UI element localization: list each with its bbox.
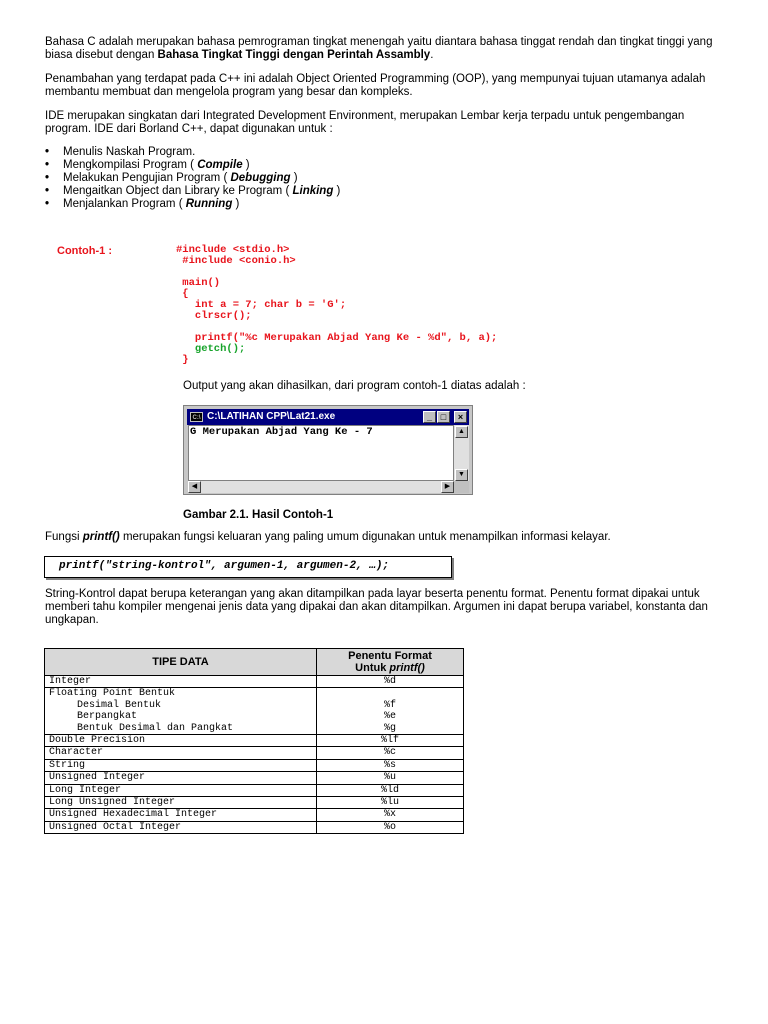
table-row: Long Integer %ld: [45, 784, 464, 796]
header-tipe-data: TIPE DATA: [45, 649, 317, 676]
intro-bold-term: Bahasa Tingkat Tinggi dengan Perintah Assambly: [157, 49, 431, 61]
intro-paragraph-2: Penambahan yang terdapat pada C++ ini adalah Object Oriented Programming (OOP), yang mempunyai tujuan utamanya adalah membantu membuat dan mengelola program yang besar dan kompleks.: [45, 73, 706, 98]
table-row: Integer %d: [45, 676, 464, 688]
figure-caption: Gambar 2.1. Hasil Contoh-1: [183, 509, 334, 521]
bullet-icon: •: [45, 185, 50, 197]
close-button[interactable]: ×: [454, 411, 467, 423]
maximize-button[interactable]: □: [437, 411, 450, 423]
header-penentu-format: Penentu Format Untuk printf(): [317, 649, 464, 676]
table-row: String %s: [45, 759, 464, 771]
code-red: #include <stdio.h> #include <conio.h> main() { int a = 7; char b = 'G'; clrscr(); printf("%c Merupakan Abjad Yang Ke - %d", b, a);: [176, 244, 498, 344]
table-header-row: [45, 649, 464, 676]
scroll-up-icon[interactable]: ▲: [455, 426, 468, 438]
printf-term: printf(): [82, 531, 120, 543]
horizontal-scrollbar[interactable]: [188, 481, 454, 493]
list-item: • Mengaitkan Object dan Library ke Program ( Linking ): [45, 185, 341, 197]
printf-paragraph: Fungsi printf() merupakan fungsi keluaran yang paling umum digunakan untuk menampilkan informasi kelayar.: [45, 531, 611, 543]
table-row: Floating Point Bentuk Desimal Bentuk Berpangkat Bentuk Desimal dan Pangkat %f %e %g: [45, 688, 464, 735]
table-row: Double Precision %lf: [45, 735, 464, 747]
output-caption: Output yang akan dihasilkan, dari program contoh-1 diatas adalah :: [183, 380, 526, 392]
bullet-icon: •: [45, 198, 50, 210]
string-kontrol-paragraph: String-Kontrol dapat berupa keterangan yang akan ditampilkan pada layar beserta penentu format. Penentu format dipakai untuk memberi tahu kompiler mengenai jenis data yang dipakai dan akan ditampilkan. Argumen ini dapat berupa variabel, konstanta dan ungkapan.: [45, 588, 708, 626]
printf-syntax: printf("string-kontrol", argumen-1, argumen-2, …);: [59, 560, 390, 572]
ide-feature-list: [45, 146, 340, 211]
bullet-icon: •: [45, 146, 50, 158]
size-grip[interactable]: [454, 481, 469, 493]
console-output-area: [188, 425, 454, 481]
cmd-icon: C:\: [190, 412, 203, 422]
intro-text-end: .: [430, 49, 434, 61]
bullet-icon: •: [45, 159, 50, 171]
code-listing: [176, 245, 497, 366]
intro-paragraph-3: IDE merupakan singkatan dari Integrated Development Environment, merupakan Lembar kerja terpadu untuk pengembangan program. IDE dari Borland C++, dapat digunakan untuk :: [45, 110, 685, 135]
table-row: Unsigned Octal Integer %o: [45, 821, 464, 833]
table-row: Long Unsigned Integer %lu: [45, 797, 464, 809]
console-window: [183, 405, 473, 495]
minimize-button[interactable]: _: [423, 411, 436, 423]
console-output: G Merupakan Abjad Yang Ke - 7: [190, 426, 373, 438]
scroll-right-icon[interactable]: ▶: [441, 481, 454, 493]
list-item: • Menjalankan Program ( Running ): [45, 198, 240, 210]
console-title: C:\LATIHAN CPP\Lat21.exe: [207, 411, 336, 422]
table-row: Unsigned Integer %u: [45, 772, 464, 784]
bullet-icon: •: [45, 172, 50, 184]
code-close: }: [176, 354, 189, 366]
window-controls: [423, 411, 467, 423]
list-item: • Mengkompilasi Program ( Compile ): [45, 159, 250, 171]
intro-text: Bahasa C adalah merupakan bahasa pemrograman tingkat menengah yaitu diantara bahasa tinggat rendah dan tingkat tinggi yang biasa disebut dengan: [45, 36, 713, 61]
scroll-down-icon[interactable]: ▼: [455, 469, 468, 481]
table-row: Character %c: [45, 747, 464, 759]
printf-syntax-box: [44, 556, 452, 578]
example-label: Contoh-1 :: [57, 245, 112, 257]
vertical-scrollbar[interactable]: [454, 425, 469, 481]
console-titlebar[interactable]: [187, 409, 469, 425]
format-specifier-table: [44, 648, 464, 834]
intro-paragraph-1: [45, 36, 725, 62]
scroll-left-icon[interactable]: ◀: [188, 481, 201, 493]
list-item: • Menulis Naskah Program.: [45, 146, 196, 158]
table-row: Unsigned Hexadecimal Integer %x: [45, 809, 464, 821]
list-item: • Melakukan Pengujian Program ( Debugging ): [45, 172, 298, 184]
code-green: getch();: [176, 343, 246, 355]
